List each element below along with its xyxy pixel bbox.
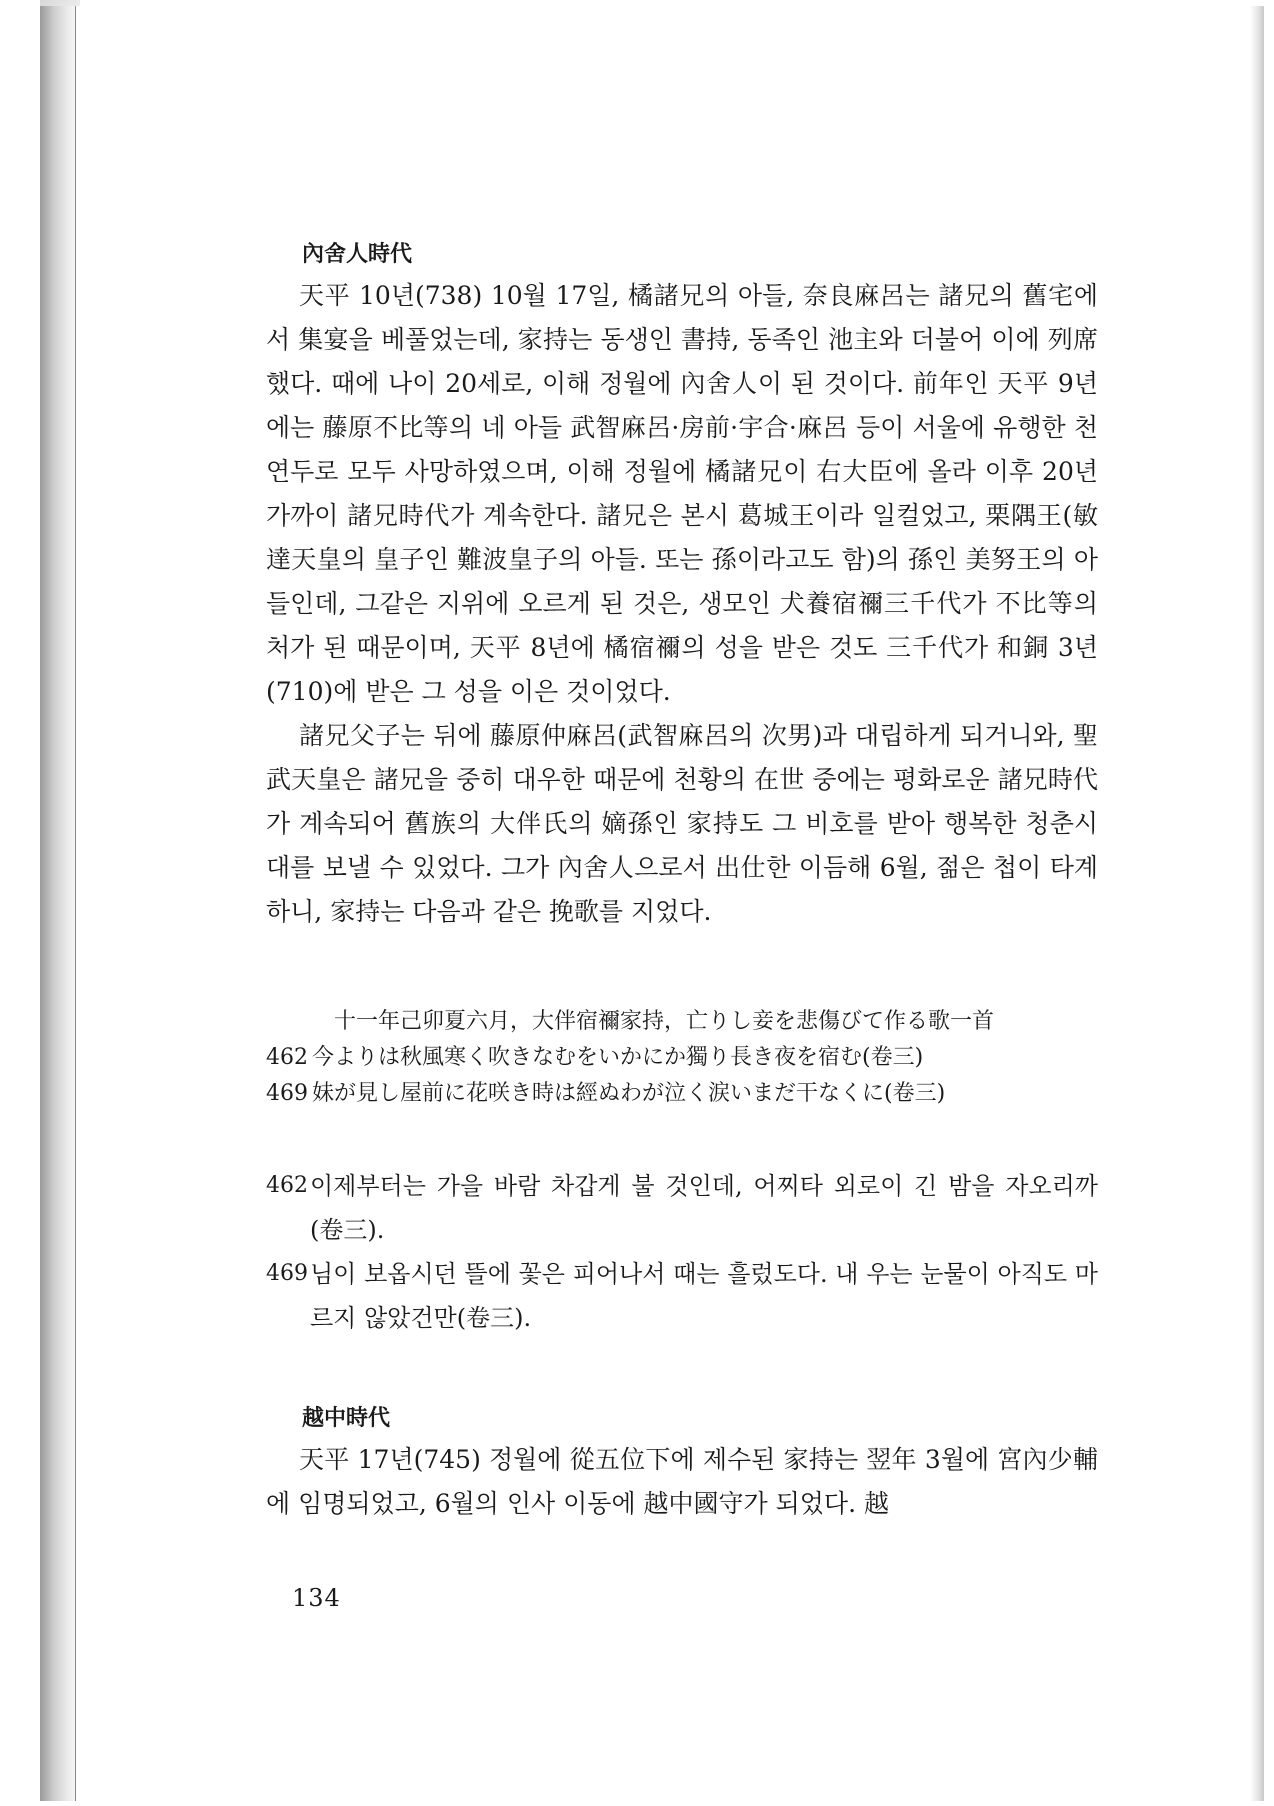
- page-content: [266, 240, 1098, 1526]
- paragraph: 天平 17년(745) 정월에 從五位下에 제수된 家持는 翌年 3월에 宮內少輔에 임명되었고, 6월의 인사 이동에 越中國守가 되었다. 越: [266, 1445, 1098, 1518]
- translation-item: [266, 1252, 1098, 1340]
- translation-text: 이제부터는 가을 바람 차갑게 불 것인데, 어찌타 외로이 긴 밤을 자오리까(卷三).: [310, 1172, 1098, 1244]
- book-spine: [40, 6, 76, 1801]
- page-edge: [1250, 6, 1264, 1801]
- section-heading-etchu: 越中時代: [302, 1406, 391, 1431]
- poem-line: [266, 1040, 1098, 1076]
- section-heading-naisha: 內舍人時代: [302, 242, 413, 267]
- paragraph: 天平 10년(738) 10월 17일, 橘諸兄의 아들, 奈良麻呂는 諸兄의 舊宅에서 集宴을 베풀었는데, 家持는 동생인 書持, 동족인 池主와 더불어 이에 列席했다. 때에 나이 20세로, 이해 정월에 內舍人이 된 것이다. 前年인 天平 9년에는 藤原不比等의 네 아들 武智麻呂·房前·宇合·麻呂 등이 서울에 유행한 천연두로 모두 사망하였으며, 이해 정월에 橘諸兄이 右大臣에 올라 이후 20년 가까이 諸兄時代가 계속한다. 諸兄은 본시 葛城王이라 일컬었고, 栗隅王(敏達天皇의 皇子인 難波皇子의 아들. 또는 孫이라고도 함)의 孫인 美努王의 아들인데, 그같은 지위에 오르게 된 것은, 생모인 犬養宿禰三千代가 不比等의 처가 된 때문이며, 天平 8년에 橘宿禰의 성을 받은 것도 三千代가 和銅 3년(710)에 받은 그 성을 이은 것이었다.: [266, 281, 1098, 706]
- translation-list: [266, 1164, 1098, 1340]
- translation-number: 462: [266, 1173, 308, 1198]
- poem-text: 今よりは秋風寒く吹きなむをいかにか獨り長き夜を宿む(卷三): [312, 1045, 924, 1070]
- poem-text: 妹が見し屋前に花咲き時は經ぬわが泣く涙いまだ干なくに(卷三): [312, 1081, 946, 1106]
- page-number: 134: [292, 1584, 341, 1612]
- translation-number: 469: [266, 1261, 308, 1286]
- poem-number: 469: [266, 1081, 308, 1106]
- translation-text: 님이 보옵시던 뜰에 꽃은 피어나서 때는 흘렀도다. 내 우는 눈물이 아직도 마르지 않았건만(卷三).: [310, 1260, 1098, 1332]
- paragraph: 諸兄父子는 뒤에 藤原仲麻呂(武智麻呂의 次男)과 대립하게 되거니와, 聖武天皇은 諸兄을 중히 대우한 때문에 천황의 在世 중에는 평화로운 諸兄時代가 계속되어 舊族의 大伴氏의 嫡孫인 家持도 그 비호를 받아 행복한 청춘시대를 보낼 수 있었다. 그가 內舍人으로서 出仕한 이듬해 6월, 젊은 첩이 타계하니, 家持는 다음과 같은 挽歌를 지었다.: [266, 721, 1098, 926]
- poem-line: [266, 1076, 1098, 1112]
- translation-item: [266, 1164, 1098, 1252]
- poem-title: 十一年己卯夏六月，大伴宿禰家持，亡りし妾を悲傷びて作る歌一首: [334, 1009, 995, 1034]
- poem-number: 462: [266, 1045, 308, 1070]
